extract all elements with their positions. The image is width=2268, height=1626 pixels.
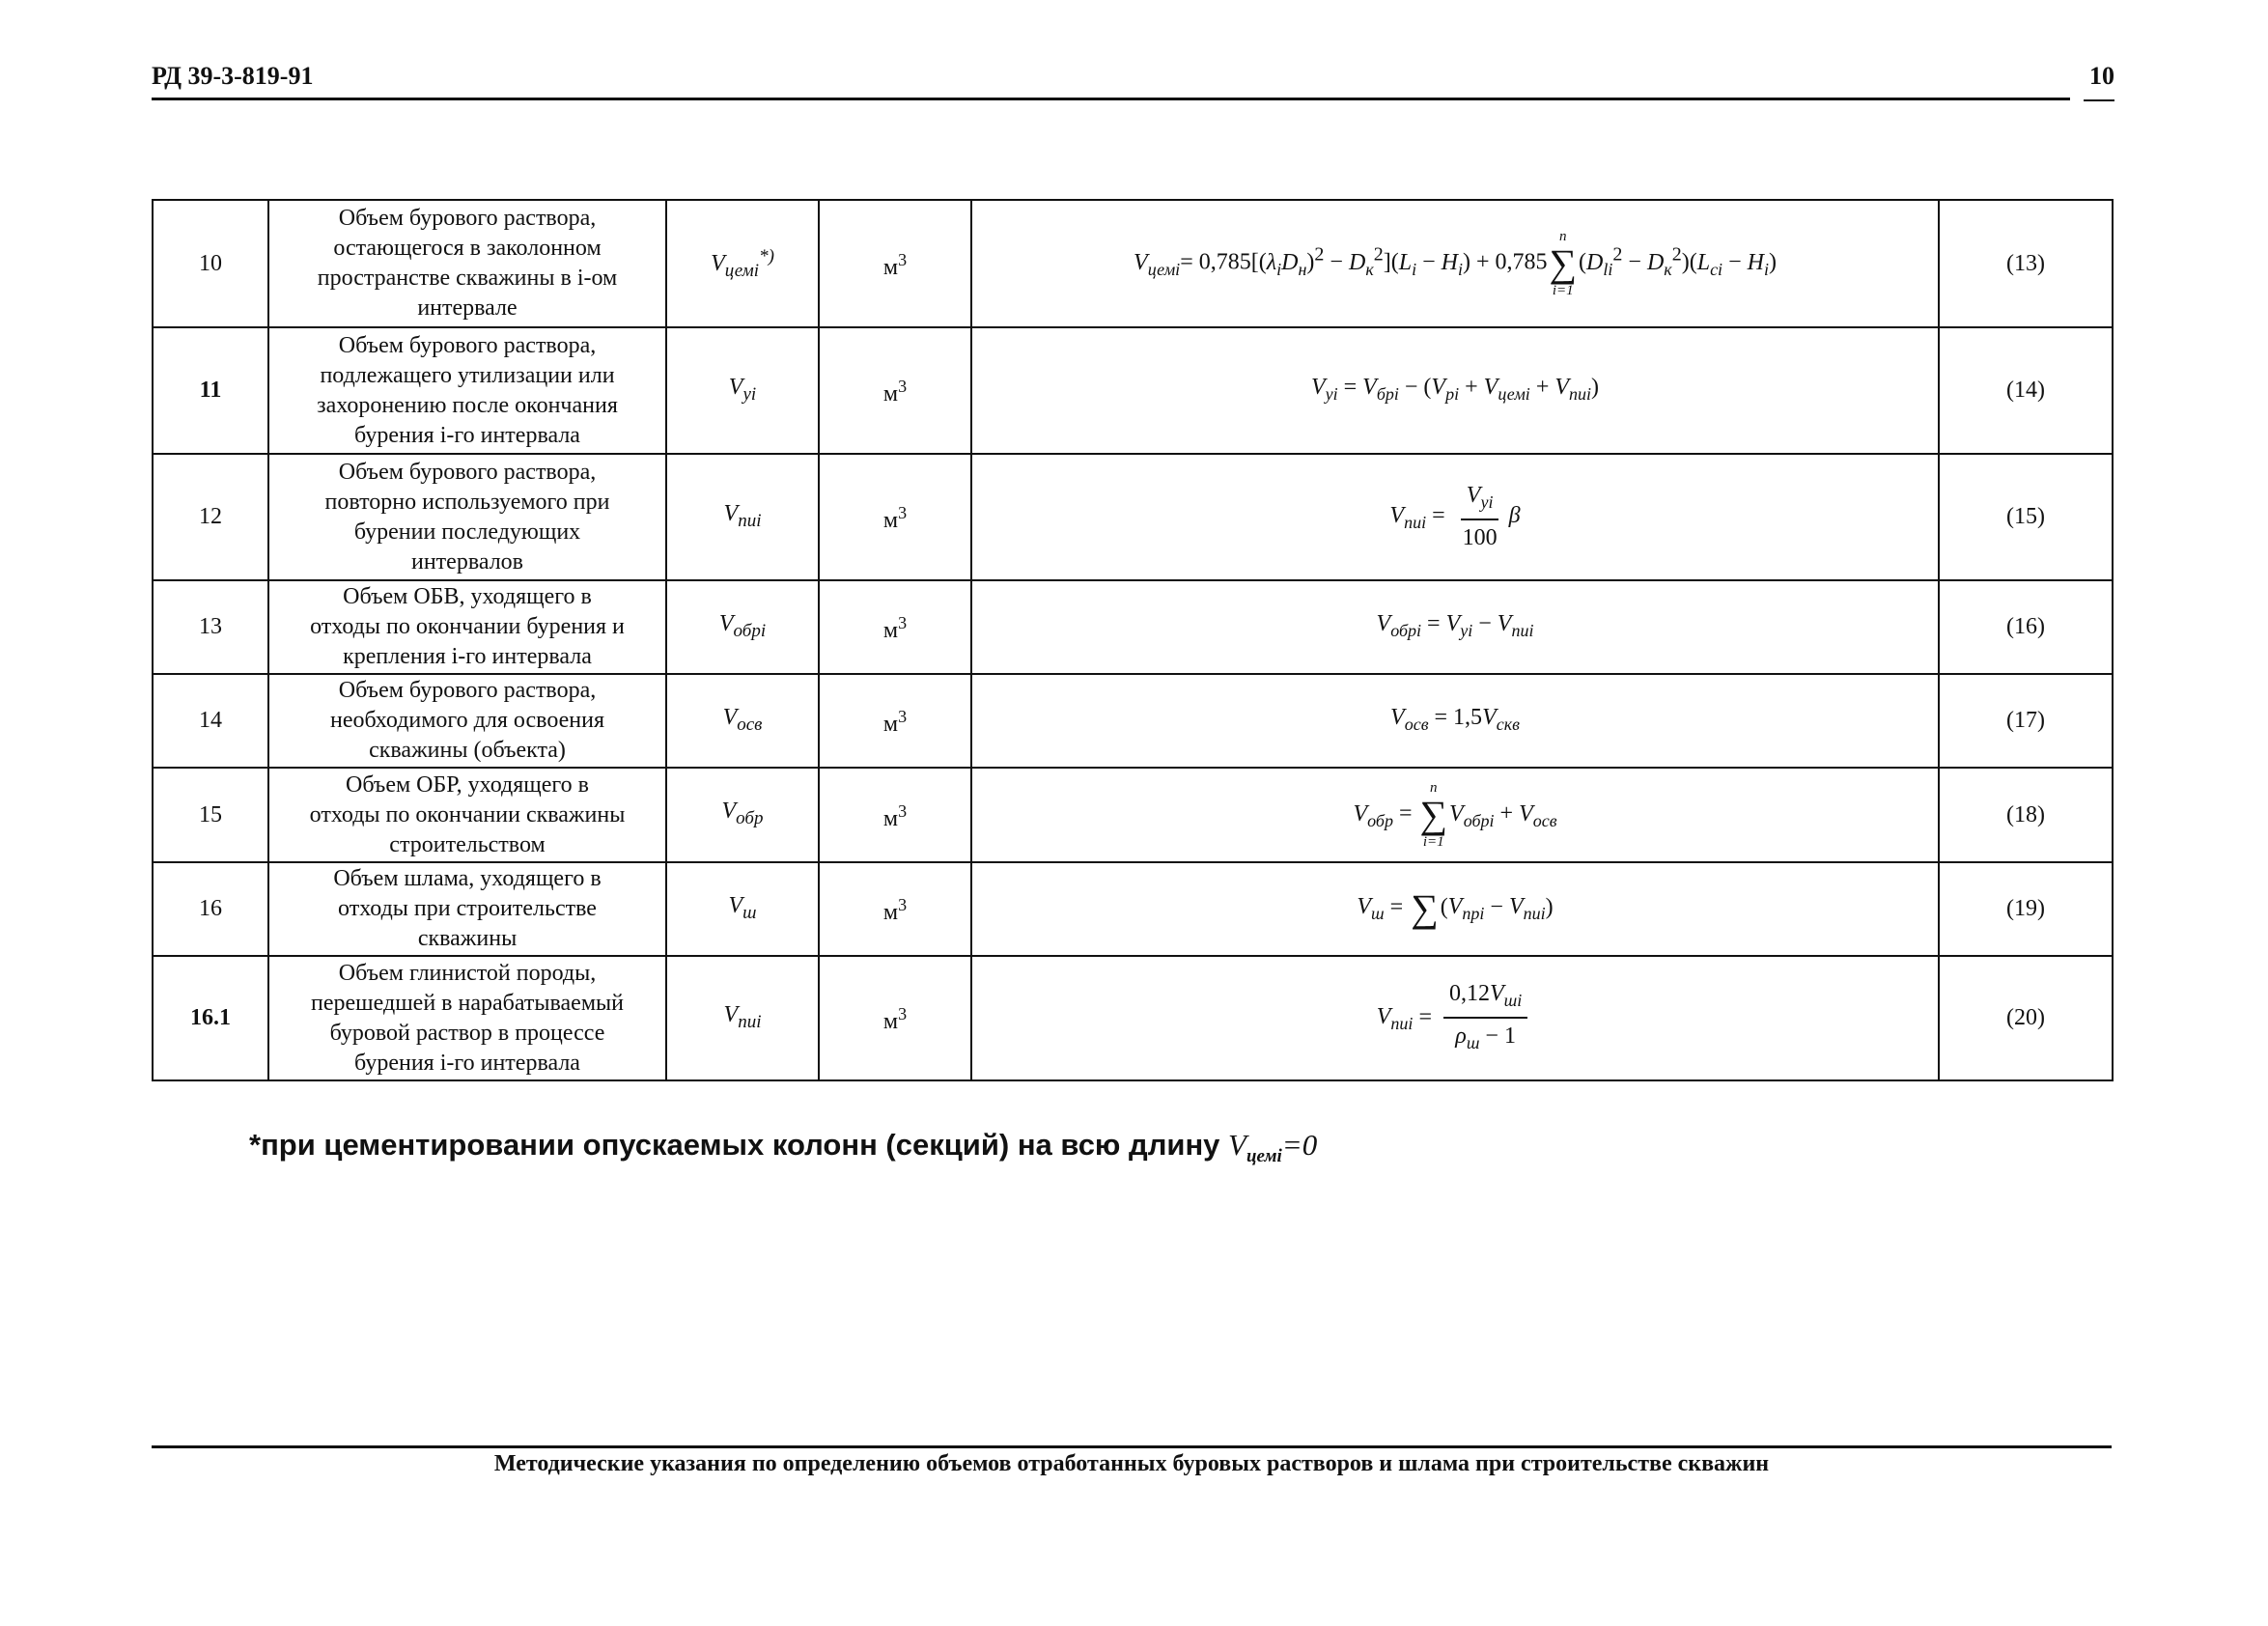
row-unit: $м^3$ <box>819 674 971 768</box>
page-number: 10 <box>2089 62 2114 90</box>
footer-rule <box>152 1445 2112 1448</box>
row-unit: $м^3$ <box>819 200 971 327</box>
equation-number: (19) <box>1939 862 2113 956</box>
formula-18: $V_{обр}$ = n ∑ i=1 $V_{обрi} + V_{осв}$ <box>971 768 1939 862</box>
equation-number: (18) <box>1939 768 2113 862</box>
equation-number: (20) <box>1939 956 2113 1080</box>
formula-16: $V_{обрi} = V_{уi} - V_{пиi}$ <box>971 580 1939 674</box>
sum-symbol: n ∑ i=1 <box>1419 780 1448 850</box>
row-unit: $м^3$ <box>819 956 971 1080</box>
footnote: *при цементировании опускаемых колонн (секций) на всю длину $V_{цемi}=0$ <box>249 1128 1318 1167</box>
row-number: 14 <box>153 674 268 768</box>
equation-number: (16) <box>1939 580 2113 674</box>
row-unit: $м^3$ <box>819 327 971 454</box>
table-row <box>153 200 2113 327</box>
row-unit: $м^3$ <box>819 454 971 580</box>
formula-19: $V_ш$ = ∑ $(V_{прi} - V_{пиi})$ <box>971 862 1939 956</box>
equation-number: (17) <box>1939 674 2113 768</box>
row-number: 16.1 <box>153 956 268 1080</box>
row-number: 16 <box>153 862 268 956</box>
row-symbol: $V_{уi}$ <box>666 327 819 454</box>
formulas-table <box>152 199 2114 1081</box>
fraction: $\frac{V_{уi}}{100}$ <box>1457 479 1503 555</box>
row-symbol: $V_{обрi}$ <box>666 580 819 674</box>
fraction: $\frac{0,12V_{шi}}{\rho_ш - 1}$ <box>1443 977 1527 1060</box>
sum-symbol: n ∑ i=1 <box>1549 229 1578 298</box>
table-row <box>153 674 2113 768</box>
equation-number: (15) <box>1939 454 2113 580</box>
row-unit: $м^3$ <box>819 580 971 674</box>
table-row <box>153 580 2113 674</box>
row-symbol: $V_{цемi}^{*)}$ <box>666 200 819 327</box>
table-row <box>153 327 2113 454</box>
row-unit: $м^3$ <box>819 768 971 862</box>
formula-14: $V_{уi} = V_{брi} - (V_{рi} + V_{цемi} + V_{пиi})$ <box>971 327 1939 454</box>
header-rule <box>152 98 2070 100</box>
row-unit: $м^3$ <box>819 862 971 956</box>
table-row <box>153 862 2113 956</box>
row-number: 12 <box>153 454 268 580</box>
row-symbol: $V_{пиi}$ <box>666 454 819 580</box>
row-description: Объем ОБР, уходящего в отходы по окончании скважины строительством <box>268 768 666 862</box>
row-description: Объем бурового раствора, повторно используемого при бурении последующих интервалов <box>268 454 666 580</box>
equation-number: (13) <box>1939 200 2113 327</box>
formula-15: $V_{пиi}$ = $\frac{V_{уi}}{100}$ β <box>971 454 1939 580</box>
formula-17: $V_{осв} = 1,5V_{скв}$ <box>971 674 1939 768</box>
row-description: Объем бурового раствора, остающегося в заколонном пространстве скважины в i-ом интервале <box>268 200 666 327</box>
row-description: Объем бурового раствора, подлежащего утилизации или захоронению после окончания бурения i-го интервала <box>268 327 666 454</box>
footer-title: Методические указания по определению объемов отработанных буровых растворов и шлама при строительстве скважин <box>493 1451 1770 1476</box>
row-symbol: $V_{осв}$ <box>666 674 819 768</box>
row-number: 10 <box>153 200 268 327</box>
row-symbol: $V_ш$ <box>666 862 819 956</box>
formula-13: $V_{цемi}= 0,785[(\lambda_iD_н)^2 - D_к^2](L_i - H_i) + 0,785$ n ∑ i=1 $(D_{li}^2 - D_к^2)(L_{ci} - H_i)$ <box>971 200 1939 327</box>
formula-20: $V_{пиi}$ = $\frac{0,12V_{шi}}{\rho_ш - 1}$ <box>971 956 1939 1080</box>
row-description: Объем ОБВ, уходящего в отходы по окончании бурения и крепления i-го интервала <box>268 580 666 674</box>
table-row <box>153 768 2113 862</box>
row-description: Объем шлама, уходящего в отходы при строительстве скважины <box>268 862 666 956</box>
table-row <box>153 956 2113 1080</box>
row-description: Объем глинистой породы, перешедшей в нарабатываемый буровой раствор в процессе бурения i-го интервала <box>268 956 666 1080</box>
row-number: 11 <box>153 327 268 454</box>
row-description: Объем бурового раствора, необходимого для освоения скважины (объекта) <box>268 674 666 768</box>
row-number: 15 <box>153 768 268 862</box>
document-code: РД 39-3-819-91 <box>152 62 314 90</box>
sum-symbol: ∑ <box>1411 885 1439 930</box>
row-number: 13 <box>153 580 268 674</box>
row-symbol: $V_{пиi}$ <box>666 956 819 1080</box>
equation-number: (14) <box>1939 327 2113 454</box>
table-row <box>153 454 2113 580</box>
page-number-rule <box>2084 99 2114 101</box>
row-symbol: $V_{обр}$ <box>666 768 819 862</box>
